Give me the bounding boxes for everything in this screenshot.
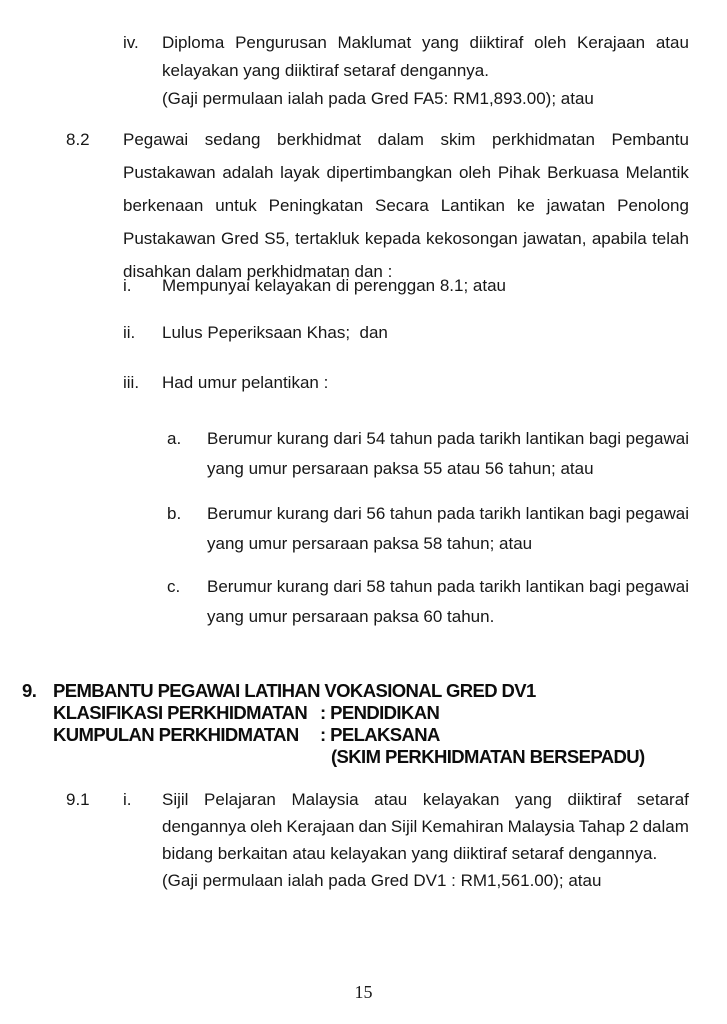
paragraph-line: Sijil Pelajaran Malaysia atau kelayakan yang diiktiraf setaraf — [162, 790, 689, 809]
group-value: : PELAKSANA — [320, 724, 440, 745]
section-number: 8.2 — [66, 130, 90, 149]
list-item-marker: b. — [167, 504, 182, 523]
scheme-note: (SKIM PERKHIDMATAN BERSEPADU) — [331, 746, 645, 767]
paragraph-line: Berumur kurang dari 58 tahun pada tarikh lantikan bagi pegawai — [207, 577, 689, 596]
paragraph-line: yang umur persaraan paksa 58 tahun; atau — [207, 534, 533, 553]
section-8-2 — [66, 123, 689, 288]
list-item-marker: ii. — [123, 323, 136, 342]
list-item-b — [167, 499, 689, 559]
list-item-marker: c. — [167, 577, 181, 596]
paragraph-line: yang umur persaraan paksa 60 tahun. — [207, 607, 495, 626]
paragraph-line: Pustakawan adalah layak dipertimbangkan oleh Pihak Berkuasa Melantik — [123, 163, 689, 182]
list-item-iii — [123, 369, 689, 397]
classification-value: : PENDIDIKAN — [320, 702, 440, 723]
paragraph-line: kelayakan yang diiktiraf setaraf dengannya. — [162, 61, 489, 80]
section-text — [123, 123, 689, 288]
section-number: 9. — [22, 680, 37, 701]
paragraph-line: Had umur pelantikan : — [162, 373, 329, 392]
paragraph-line: disahkan dalam perkhidmatan dan : — [123, 262, 393, 281]
paragraph-line: yang umur persaraan paksa 55 atau 56 tahun; atau — [207, 459, 594, 478]
group-label: KUMPULAN PERKHIDMATAN — [53, 724, 299, 745]
list-item-i — [123, 272, 689, 300]
list-item-iv — [123, 29, 689, 113]
list-item-marker: a. — [167, 429, 182, 448]
paragraph-line: Berumur kurang dari 54 tahun pada tarikh lantikan bagi pegawai — [207, 429, 689, 448]
list-item-c — [167, 572, 689, 632]
list-item-text — [207, 424, 689, 484]
section-number: 9.1 — [66, 790, 90, 809]
list-item-text — [162, 369, 689, 397]
paragraph-line: berkenaan untuk Peningkatan Secara Lantikan ke jawatan Penolong — [123, 196, 689, 215]
paragraph-line: (Gaji permulaan ialah pada Gred DV1 : RM1,561.00); atau — [162, 871, 602, 890]
paragraph-line: Mempunyai kelayakan di perenggan 8.1; atau — [162, 276, 507, 295]
list-item-ii — [123, 319, 689, 347]
list-item-marker: iv. — [123, 33, 139, 52]
paragraph-line: bidang berkaitan atau kelayakan yang diiktiraf setaraf dengannya. — [162, 844, 658, 863]
list-item-a — [167, 424, 689, 484]
paragraph-line: Pustakawan Gred S5, tertakluk kepada kekosongan jawatan, apabila telah — [123, 229, 689, 248]
list-item-text — [162, 786, 689, 894]
list-item-text — [207, 499, 689, 559]
list-item-text — [162, 29, 689, 113]
section-9-heading — [22, 680, 645, 768]
paragraph-line: (Gaji permulaan ialah pada Gred FA5: RM1,893.00); atau — [162, 89, 594, 108]
list-item-marker: i. — [123, 790, 132, 809]
paragraph-line: Berumur kurang dari 56 tahun pada tarikh lantikan bagi pegawai — [207, 504, 689, 523]
paragraph-line: Diploma Pengurusan Maklumat yang diiktiraf oleh Kerajaan atau — [162, 33, 689, 52]
paragraph-line: dengannya oleh Kerajaan dan Sijil Kemahiran Malaysia Tahap 2 dalam — [162, 817, 689, 836]
paragraph-line: Lulus Peperiksaan Khas; dan — [162, 323, 388, 342]
section-heading-title: PEMBANTU PEGAWAI LATIHAN VOKASIONAL GRED DV1 — [53, 680, 536, 701]
classification-label: KLASIFIKASI PERKHIDMATAN — [53, 702, 308, 723]
page-number: 15 — [354, 982, 373, 1002]
list-item-marker: i. — [123, 276, 132, 295]
paragraph-line: Pegawai sedang berkhidmat dalam skim perkhidmatan Pembantu — [123, 130, 689, 149]
list-item-marker: iii. — [123, 373, 140, 392]
list-item-text — [162, 319, 689, 347]
list-item-text — [207, 572, 689, 632]
section-9-1 — [66, 786, 689, 894]
list-item-text — [162, 272, 689, 300]
